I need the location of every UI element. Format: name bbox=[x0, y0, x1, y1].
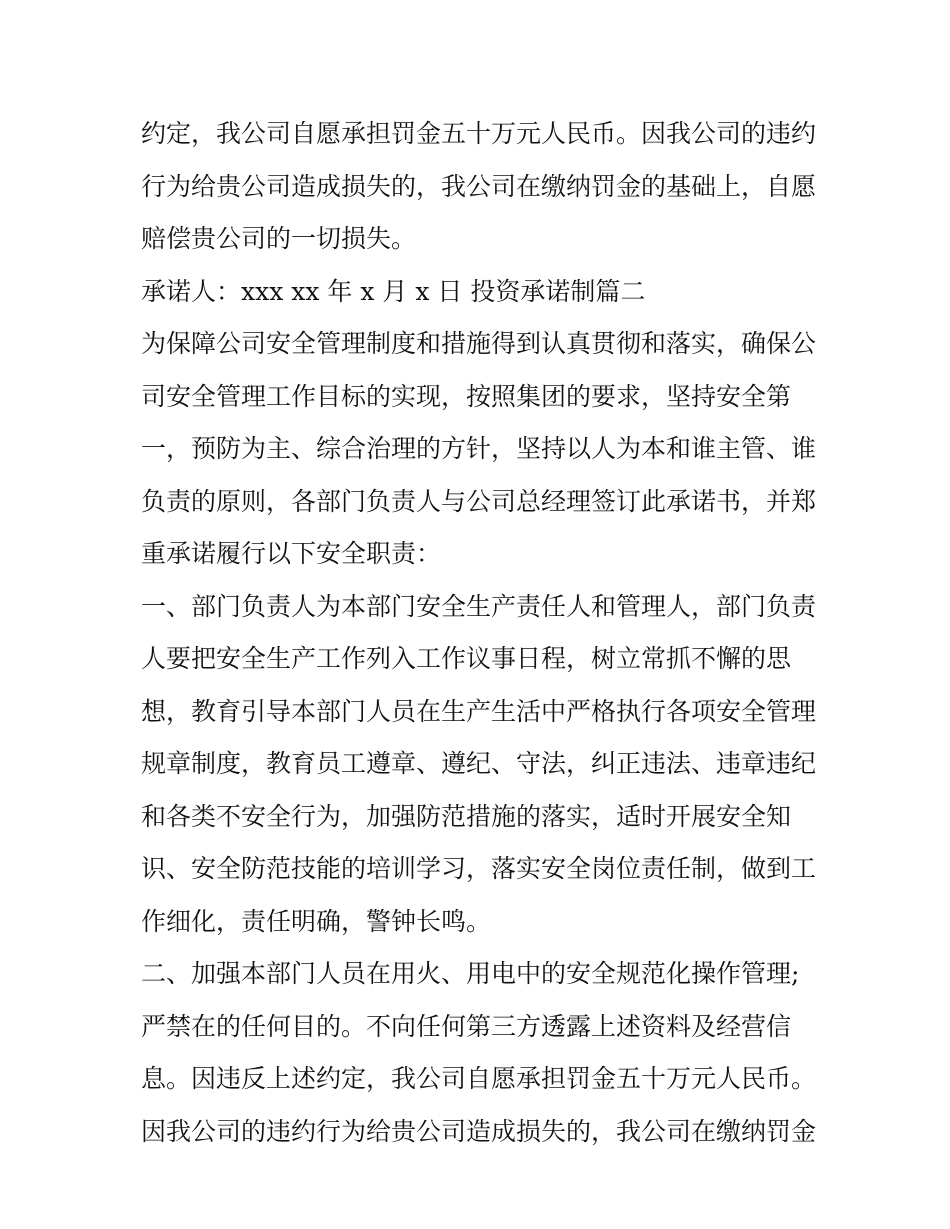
signature-heading-line: 承诺人：xxx xx 年 x 月 x 日 投资承诺制篇二 bbox=[141, 276, 646, 306]
text-line: 作细化，责任明确，警钟长鸣。 bbox=[141, 906, 492, 936]
text-line: 司安全管理工作目标的实现，按照集团的要求，坚持安全第 bbox=[141, 381, 792, 411]
text-line: 二、加强本部门人员在用火、用电中的安全规范化操作管理; bbox=[141, 959, 800, 988]
text-line: 为保障公司安全管理制度和措施得到认真贯彻和落实，确保公 bbox=[141, 329, 817, 358]
text-line: 一，预防为主、综合治理的方针，坚持以人为本和谁主管、谁 bbox=[141, 434, 817, 463]
text-line: 负责的原则，各部门负责人与公司总经理签订此承诺书，并郑 bbox=[141, 486, 817, 516]
text-line: 和各类不安全行为，加强防范措施的落实，适时开展安全知 bbox=[141, 801, 792, 831]
text-line: 因我公司的违约行为给贵公司造成损失的，我公司在缴纳罚金 bbox=[141, 1116, 817, 1146]
text-line: 约定，我公司自愿承担罚金五十万元人民币。因我公司的违约 bbox=[141, 119, 817, 148]
text-line: 一、部门负责人为本部门安全生产责任人和管理人，部门负责 bbox=[141, 591, 817, 621]
text-line: 行为给贵公司造成损失的，我公司在缴纳罚金的基础上，自愿 bbox=[141, 171, 817, 201]
document-body bbox=[141, 108, 821, 1158]
text-line: 严禁在的任何目的。不向任何第三方透露上述资料及经营信 bbox=[141, 1011, 792, 1041]
text-line: 识、安全防范技能的培训学习，落实安全岗位责任制，做到工 bbox=[141, 854, 817, 883]
text-line: 想，教育引导本部门人员在生产生活中严格执行各项安全管理 bbox=[141, 696, 817, 726]
text-line: 规章制度，教育员工遵章、遵纪、守法，纠正违法、违章违纪 bbox=[141, 749, 817, 778]
text-line: 人要把安全生产工作列入工作议事日程，树立常抓不懈的思 bbox=[141, 644, 792, 673]
text-line: 重承诺履行以下安全职责： bbox=[141, 539, 442, 568]
text-line: 息。因违反上述约定，我公司自愿承担罚金五十万元人民币。 bbox=[141, 1064, 817, 1093]
text-line: 赔偿贵公司的一切损失。 bbox=[141, 224, 417, 253]
